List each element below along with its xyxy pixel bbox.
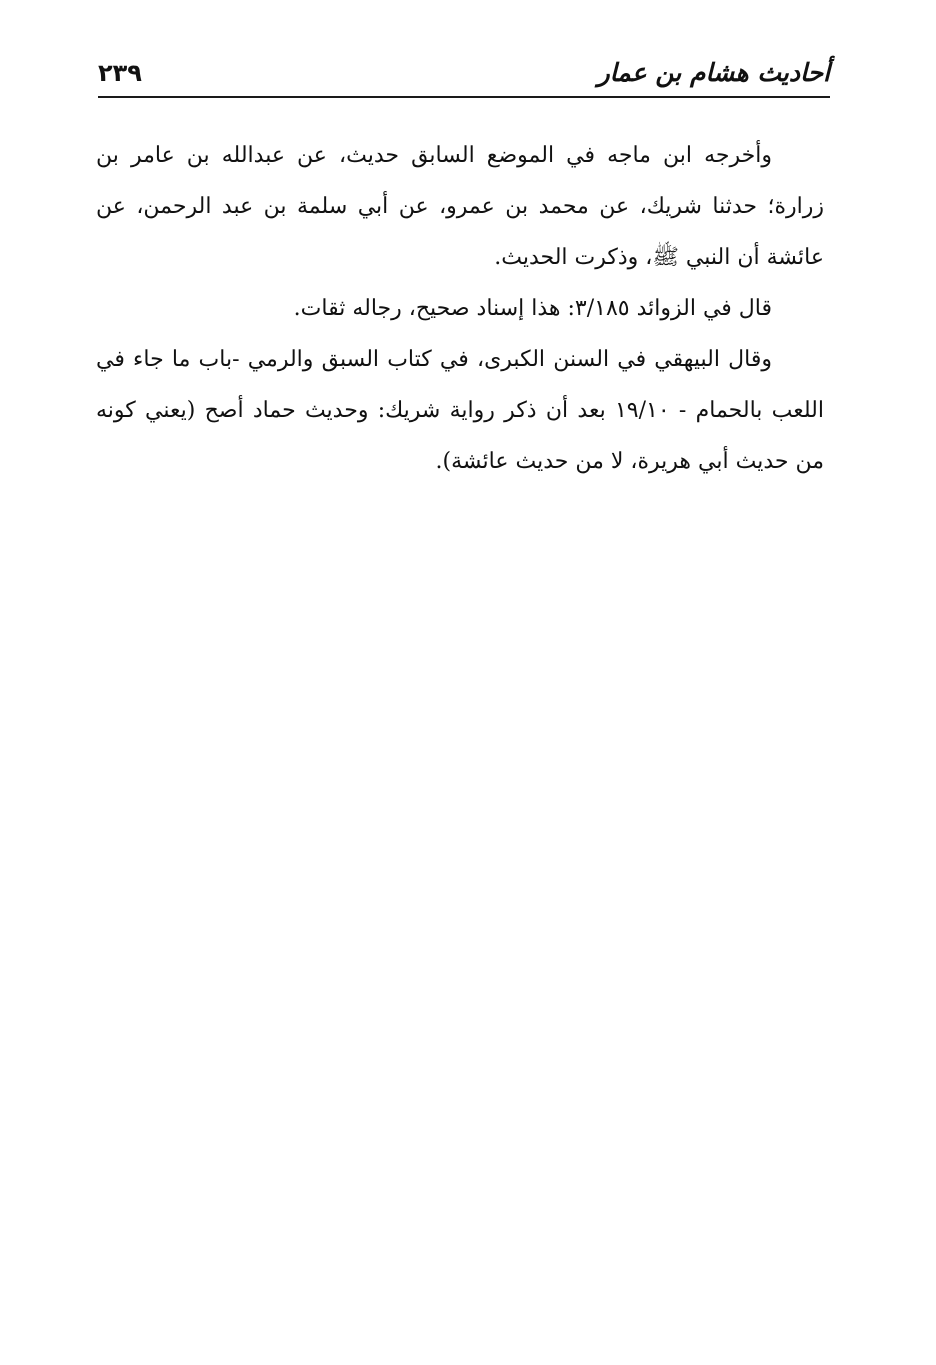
running-header	[98, 52, 830, 96]
header-divider	[98, 96, 830, 98]
paragraph-ibn-majah: وأخرجه ابن ماجه في الموضع السابق حديث، عن عبدالله بن عامر بن زرارة؛ حدثنا شريك، عن محمد بن عمرو، عن أبي سلمة بن عبد الرحمن، عن عائشة أن النبي ﷺ، وذكرت الحديث.	[96, 143, 824, 270]
paragraph-bayhaqi: وقال البيهقي في السنن الكبرى، في كتاب السبق والرمي -باب ما جاء في اللعب بالحمام - ١٩/١٠ بعد أن ذكر رواية شريك: وحديث حماد أصح (يعني كونه من حديث أبي هريرة، لا من حديث عائشة).	[96, 347, 824, 474]
paragraph-zawaid: قال في الزوائد ٣/١٨٥: هذا إسناد صحيح، رجاله ثقات.	[293, 296, 772, 321]
page-body	[96, 130, 824, 487]
page-number: ٢٣٩	[98, 59, 142, 87]
book-title: أحاديث هشام بن عمار	[597, 58, 830, 87]
